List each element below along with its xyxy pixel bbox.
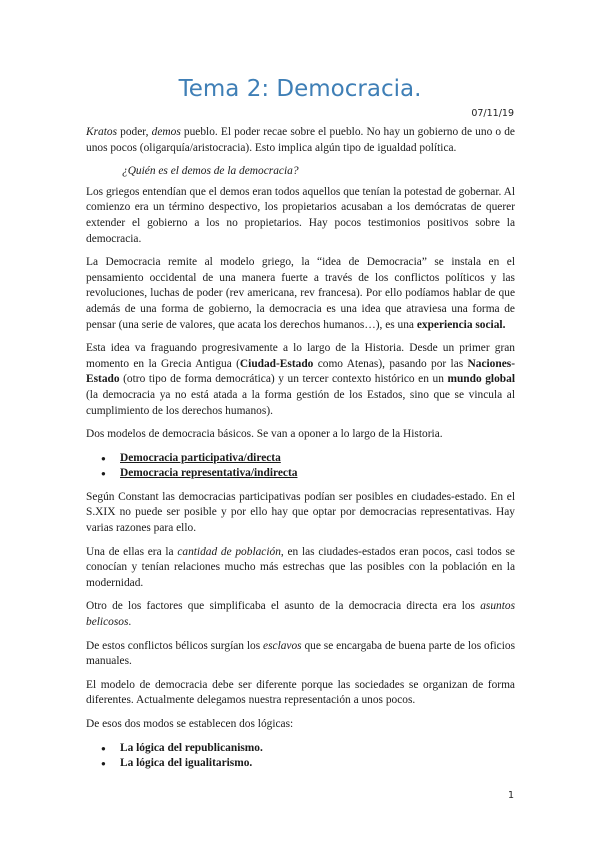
text-run: (la democracia ya no está atada a la forma gestión de los Estados, sino que se vincula al cumplimiento de los derechos humanos). [86, 388, 515, 417]
paragraph-esclavos [86, 639, 515, 670]
text-run: (otro tipo de forma democrática) y un tercer contexto histórico en un [119, 373, 448, 386]
paragraph-idea-democracia [86, 255, 515, 333]
text-run: Una de ellas era la [86, 545, 178, 558]
text-run: que se encargaba de buena parte de los oficios manuales. [86, 639, 516, 668]
emphasis-asuntos-belicosos: asuntos belicosos [86, 600, 515, 629]
question-heading [86, 164, 515, 180]
emphasis-esclavos: esclavos [263, 639, 302, 652]
text-run: , en las ciudades-estados eran pocos, casi todos se conocían y tenían relaciones mucho más estrechas que las posibles con la población en la modernidad. [86, 545, 515, 589]
paragraph-constant: Según Constant las democracias participativas podían ser posibles en ciudades-estado. En el S.XIX no puede ser posible y por ello hay que optar por democracias representativas. Hay varias razones para ello. [86, 490, 515, 535]
list-item [120, 756, 515, 772]
text-run: De estos conflictos bélicos surgían los [86, 639, 264, 652]
list-item-text: La lógica del republicanismo. [120, 741, 263, 754]
paragraph-belicosos [86, 599, 515, 630]
models-list [86, 451, 515, 482]
paragraph-modelo-diferente: El modelo de democracia debe ser diferente porque las sociedades se organizan de forma diferentes. Actualmente delegamos nuestra representación a unos pocos. [86, 678, 515, 707]
emphasis-cantidad-poblacion: cantidad de población [177, 545, 281, 558]
text-run: La Democracia remite al modelo griego, la “idea de Democracia” se instala en el pensamiento occidental de una manera fuerte a través de los conflictos políticos y las revoluciones, luchas de poder (rev americana, rev francesa). Por ello podíamos hablar de que además de una forma de gobierno, la democracia es una idea que atraviesa una forma de pensar (una serie de valores, que acata los derechos humanos…), es una [86, 256, 515, 331]
paragraph-definition [86, 125, 515, 156]
paragraph-historia [86, 341, 515, 419]
paragraph-poblacion [86, 545, 515, 592]
text-run: ¿Quién es el demos de la democracia? [122, 165, 299, 178]
emphasis-naciones-estado: Naciones-Estado [86, 357, 515, 386]
document-date: 07/11/19 [471, 108, 514, 119]
paragraph-griegos: Los griegos entendían que el demos eran todos aquellos que tenían la potestad de gobernar. Al comienzo era un término despectivo, los propietarios acusaban a los demócratas de querer extender el gobierno a los no propietarios. Hay pocos testimonios positivos sobre la democracia. [86, 185, 515, 245]
text-run: pueblo. El poder recae sobre el pueblo. No hay un gobierno de uno o de unos pocos (oligarquía/aristocracia). Esto implica algún tipo de igualdad política. [86, 126, 515, 154]
logics-list [86, 741, 515, 772]
text-run: como Atenas), pasando por las [313, 357, 468, 370]
emphasis-mundo-global: mundo global [447, 373, 515, 386]
list-item-text: Democracia participativa/directa [120, 451, 281, 464]
list-item [120, 466, 515, 482]
text-run: Otro de los factores que simplificaba el asunto de la democracia directa era los [86, 600, 481, 613]
document-title: Tema 2: Democracia. [178, 76, 422, 102]
paragraph-modelos: Dos modelos de democracia básicos. Se van a oponer a lo largo de la Historia. [86, 428, 443, 441]
term-demos: demos [151, 126, 181, 138]
term-kratos: Kratos [86, 126, 118, 138]
text-run: poder, [117, 126, 152, 138]
text-run: . [128, 616, 132, 629]
document-body [86, 125, 515, 780]
list-item-text: La lógica del igualitarismo. [120, 757, 253, 770]
list-item [120, 451, 515, 467]
page-number: 1 [507, 790, 514, 801]
emphasis-ciudad-estado: Ciudad-Estado [239, 357, 314, 370]
paragraph-logicas: De esos dos modos se establecen dos lógicas: [86, 718, 294, 730]
emphasis-experiencia-social: experiencia social. [416, 318, 506, 331]
text-run: Esta idea va fraguando progresivamente a lo largo de la Historia. Desde un primer gran momento en la Grecia Antigua ( [86, 342, 515, 370]
list-item [120, 741, 515, 757]
list-item-text: Democracia representativa/indirecta [120, 467, 298, 480]
